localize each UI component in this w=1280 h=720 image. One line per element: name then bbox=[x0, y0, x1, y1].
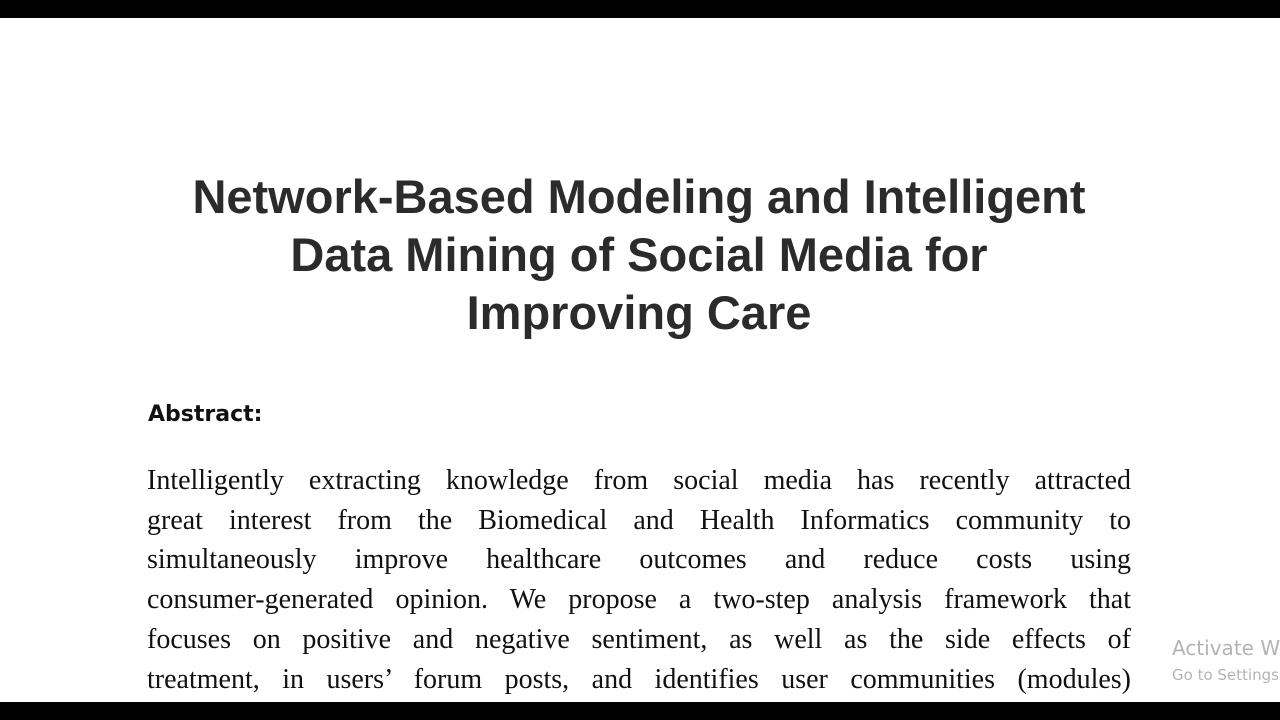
abstract-line: consumer-generated opinion. We propose a two-step analysis framework that bbox=[147, 584, 1131, 616]
abstract-line: focuses on positive and negative sentiment, as well as the side effects of bbox=[147, 623, 1131, 655]
paper-title bbox=[100, 168, 1178, 342]
abstract-heading: Abstract: bbox=[148, 402, 263, 427]
title-line: Improving Care bbox=[466, 286, 812, 339]
activation-watermark-subtitle: Go to Settings bbox=[1172, 666, 1279, 684]
abstract-line: Intelligently extracting knowledge from social media has recently attracted bbox=[147, 465, 1131, 496]
title-line: Data Mining of Social Media for bbox=[290, 228, 988, 281]
abstract-body bbox=[147, 461, 1131, 699]
letterbox-top bbox=[0, 0, 1280, 18]
title-line: Network-Based Modeling and Intelligent bbox=[192, 170, 1086, 223]
abstract-line: simultaneously improve healthcare outcomes and reduce costs using bbox=[147, 544, 1131, 576]
abstract-line: treatment, in users’ forum posts, and identifies user communities (modules) bbox=[147, 663, 1131, 695]
abstract-line: great interest from the Biomedical and Health Informatics community to bbox=[147, 504, 1131, 536]
activation-watermark-title: Activate W bbox=[1172, 636, 1280, 660]
letterbox-bottom bbox=[0, 702, 1280, 720]
